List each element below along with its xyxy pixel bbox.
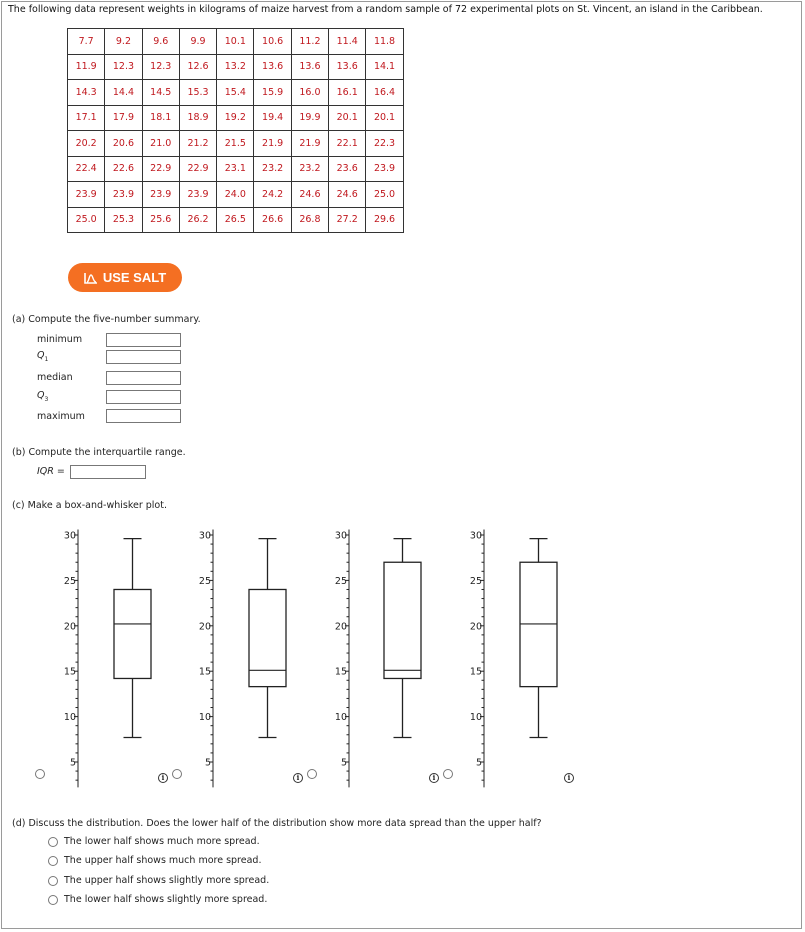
- plot-tick-label: 25: [198, 575, 211, 587]
- table-cell: 21.9: [254, 131, 291, 157]
- table-cell: 23.9: [68, 182, 105, 208]
- table-cell: 16.0: [291, 80, 328, 106]
- plot-tick-label: 15: [334, 666, 347, 678]
- q3-label: $Q_3$: [37, 390, 49, 403]
- plot-tick-label: 10: [469, 712, 482, 724]
- plot-tick-label: 5: [69, 757, 76, 769]
- part-c-question: (c) Make a box-and-whisker plot.: [12, 500, 167, 511]
- table-cell: 19.9: [291, 105, 328, 131]
- iqr-label: IQR =: [37, 466, 65, 477]
- salt-chart-icon: [84, 272, 98, 284]
- table-cell: 26.5: [217, 207, 254, 233]
- table-cell: 24.2: [254, 182, 291, 208]
- answer-option-4[interactable]: [48, 894, 267, 905]
- plot-tick-label: 10: [63, 712, 76, 724]
- table-cell: 24.6: [291, 182, 328, 208]
- table-cell: 25.3: [105, 207, 142, 233]
- table-cell: 13.6: [329, 54, 366, 80]
- minimum-label: minimum: [37, 334, 83, 345]
- intro-text: The following data represent weights in kilograms of maize harvest from a random sample of 72 experimental plots on St. Vincent, an island in the Caribbean.: [8, 4, 763, 15]
- table-cell: 24.0: [217, 182, 254, 208]
- info-icon-2[interactable]: i: [293, 773, 303, 783]
- plot-tick-label: 10: [198, 712, 211, 724]
- table-cell: 23.9: [105, 182, 142, 208]
- table-cell: 16.1: [329, 80, 366, 106]
- table-cell: 23.9: [142, 182, 179, 208]
- plot-tick-label: 30: [334, 530, 347, 542]
- table-cell: 14.1: [366, 54, 403, 80]
- part-b-question: (b) Compute the interquartile range.: [12, 447, 186, 458]
- plot-tick-label: 15: [469, 666, 482, 678]
- table-cell: 10.1: [217, 29, 254, 55]
- maximum-input[interactable]: [106, 409, 181, 423]
- answer-option-2[interactable]: [48, 855, 261, 866]
- plot-tick-label: 20: [334, 621, 347, 633]
- table-cell: 26.8: [291, 207, 328, 233]
- table-cell: 15.3: [179, 80, 216, 106]
- info-icon-1[interactable]: i: [158, 773, 168, 783]
- plot-tick-label: 20: [469, 621, 482, 633]
- table-row: [68, 131, 404, 157]
- table-cell: 12.3: [105, 54, 142, 80]
- info-icon-3[interactable]: i: [429, 773, 439, 783]
- table-cell: 29.6: [366, 207, 403, 233]
- table-cell: 14.3: [68, 80, 105, 106]
- table-cell: 14.5: [142, 80, 179, 106]
- table-cell: 14.4: [105, 80, 142, 106]
- table-cell: 18.9: [179, 105, 216, 131]
- table-cell: 7.7: [68, 29, 105, 55]
- table-cell: 26.2: [179, 207, 216, 233]
- table-row: [68, 182, 404, 208]
- table-cell: 15.4: [217, 80, 254, 106]
- median-label: median: [37, 372, 73, 383]
- plot-tick-label: 25: [63, 575, 76, 587]
- table-cell: 23.1: [217, 156, 254, 182]
- plot-option-radio-2[interactable]: [172, 769, 182, 779]
- table-row: [68, 156, 404, 182]
- plot-tick-label: 5: [475, 757, 482, 769]
- table-cell: 22.9: [142, 156, 179, 182]
- median-input[interactable]: [106, 371, 181, 385]
- table-row: [68, 54, 404, 80]
- minimum-input[interactable]: [106, 333, 181, 347]
- table-cell: 17.9: [105, 105, 142, 131]
- table-cell: 21.9: [291, 131, 328, 157]
- plot-tick-label: 30: [63, 530, 76, 542]
- plot-tick-label: 15: [63, 666, 76, 678]
- plot-tick-label: 20: [63, 621, 76, 633]
- table-cell: 22.1: [329, 131, 366, 157]
- table-cell: 20.2: [68, 131, 105, 157]
- q1-label: $Q_1$: [37, 350, 49, 363]
- table-cell: 21.2: [179, 131, 216, 157]
- plot-tick-label: 5: [340, 757, 347, 769]
- table-cell: 23.2: [254, 156, 291, 182]
- q1-input[interactable]: [106, 350, 181, 364]
- table-cell: 18.1: [142, 105, 179, 131]
- answer-label-1: The lower half shows much more spread.: [64, 836, 260, 847]
- table-cell: 9.6: [142, 29, 179, 55]
- part-d-question: (d) Discuss the distribution. Does the lower half of the distribution show more data spread than the upper half?: [12, 818, 542, 829]
- table-cell: 25.6: [142, 207, 179, 233]
- table-row: [68, 80, 404, 106]
- table-row: [68, 207, 404, 233]
- table-cell: 13.2: [217, 54, 254, 80]
- table-row: [68, 29, 404, 55]
- plot-tick-label: 30: [198, 530, 211, 542]
- table-cell: 11.4: [329, 29, 366, 55]
- plot-tick-label: 20: [198, 621, 211, 633]
- table-cell: 19.4: [254, 105, 291, 131]
- answer-radio-2[interactable]: [48, 856, 58, 866]
- plot-tick-label: 15: [198, 666, 211, 678]
- table-cell: 13.6: [254, 54, 291, 80]
- table-cell: 22.3: [366, 131, 403, 157]
- maximum-label: maximum: [37, 411, 85, 422]
- table-cell: 20.6: [105, 131, 142, 157]
- table-cell: 25.0: [68, 207, 105, 233]
- table-cell: 22.6: [105, 156, 142, 182]
- table-cell: 21.5: [217, 131, 254, 157]
- table-cell: 9.2: [105, 29, 142, 55]
- table-cell: 12.6: [179, 54, 216, 80]
- use-salt-button[interactable]: [68, 263, 182, 292]
- plot-tick-label: 25: [469, 575, 482, 587]
- table-cell: 23.6: [329, 156, 366, 182]
- table-cell: 23.9: [366, 156, 403, 182]
- iqr-input[interactable]: [70, 465, 146, 479]
- box-plot-options: [0, 520, 805, 800]
- plot-box: [384, 562, 421, 678]
- table-cell: 22.4: [68, 156, 105, 182]
- plot-option-radio-1[interactable]: [35, 769, 45, 779]
- table-cell: 9.9: [179, 29, 216, 55]
- part-a-question: (a) Compute the five-number summary.: [12, 314, 201, 325]
- table-cell: 15.9: [254, 80, 291, 106]
- table-cell: 17.1: [68, 105, 105, 131]
- plot-option-radio-3[interactable]: [307, 769, 317, 779]
- table-cell: 20.1: [366, 105, 403, 131]
- table-row: [68, 105, 404, 131]
- answer-radio-3[interactable]: [48, 876, 58, 886]
- table-cell: 26.6: [254, 207, 291, 233]
- plot-option-radio-4[interactable]: [443, 769, 453, 779]
- table-cell: 12.3: [142, 54, 179, 80]
- q3-input[interactable]: [106, 390, 181, 404]
- answer-option-1[interactable]: [48, 836, 260, 847]
- answer-radio-1[interactable]: [48, 837, 58, 847]
- table-cell: 20.1: [329, 105, 366, 131]
- table-cell: 13.6: [291, 54, 328, 80]
- plot-tick-label: 5: [204, 757, 211, 769]
- answer-option-3[interactable]: [48, 875, 269, 886]
- plot-box: [114, 589, 151, 678]
- table-cell: 22.9: [179, 156, 216, 182]
- data-table: [67, 28, 404, 233]
- answer-label-4: The lower half shows slightly more spread.: [64, 894, 268, 905]
- table-cell: 24.6: [329, 182, 366, 208]
- answer-radio-4[interactable]: [48, 895, 58, 905]
- table-cell: 23.9: [179, 182, 216, 208]
- table-cell: 11.8: [366, 29, 403, 55]
- use-salt-label: USE SALT: [102, 270, 167, 285]
- answer-label-3: The upper half shows slightly more spread.: [64, 875, 270, 886]
- table-cell: 27.2: [329, 207, 366, 233]
- plot-box: [249, 589, 286, 686]
- plot-tick-label: 10: [334, 712, 347, 724]
- answer-label-2: The upper half shows much more spread.: [64, 855, 262, 866]
- plot-tick-label: 25: [334, 575, 347, 587]
- table-cell: 23.2: [291, 156, 328, 182]
- table-cell: 10.6: [254, 29, 291, 55]
- table-cell: 21.0: [142, 131, 179, 157]
- table-cell: 11.9: [68, 54, 105, 80]
- table-cell: 19.2: [217, 105, 254, 131]
- plot-tick-label: 30: [469, 530, 482, 542]
- info-icon-4[interactable]: i: [564, 773, 574, 783]
- table-cell: 25.0: [366, 182, 403, 208]
- table-cell: 11.2: [291, 29, 328, 55]
- table-cell: 16.4: [366, 80, 403, 106]
